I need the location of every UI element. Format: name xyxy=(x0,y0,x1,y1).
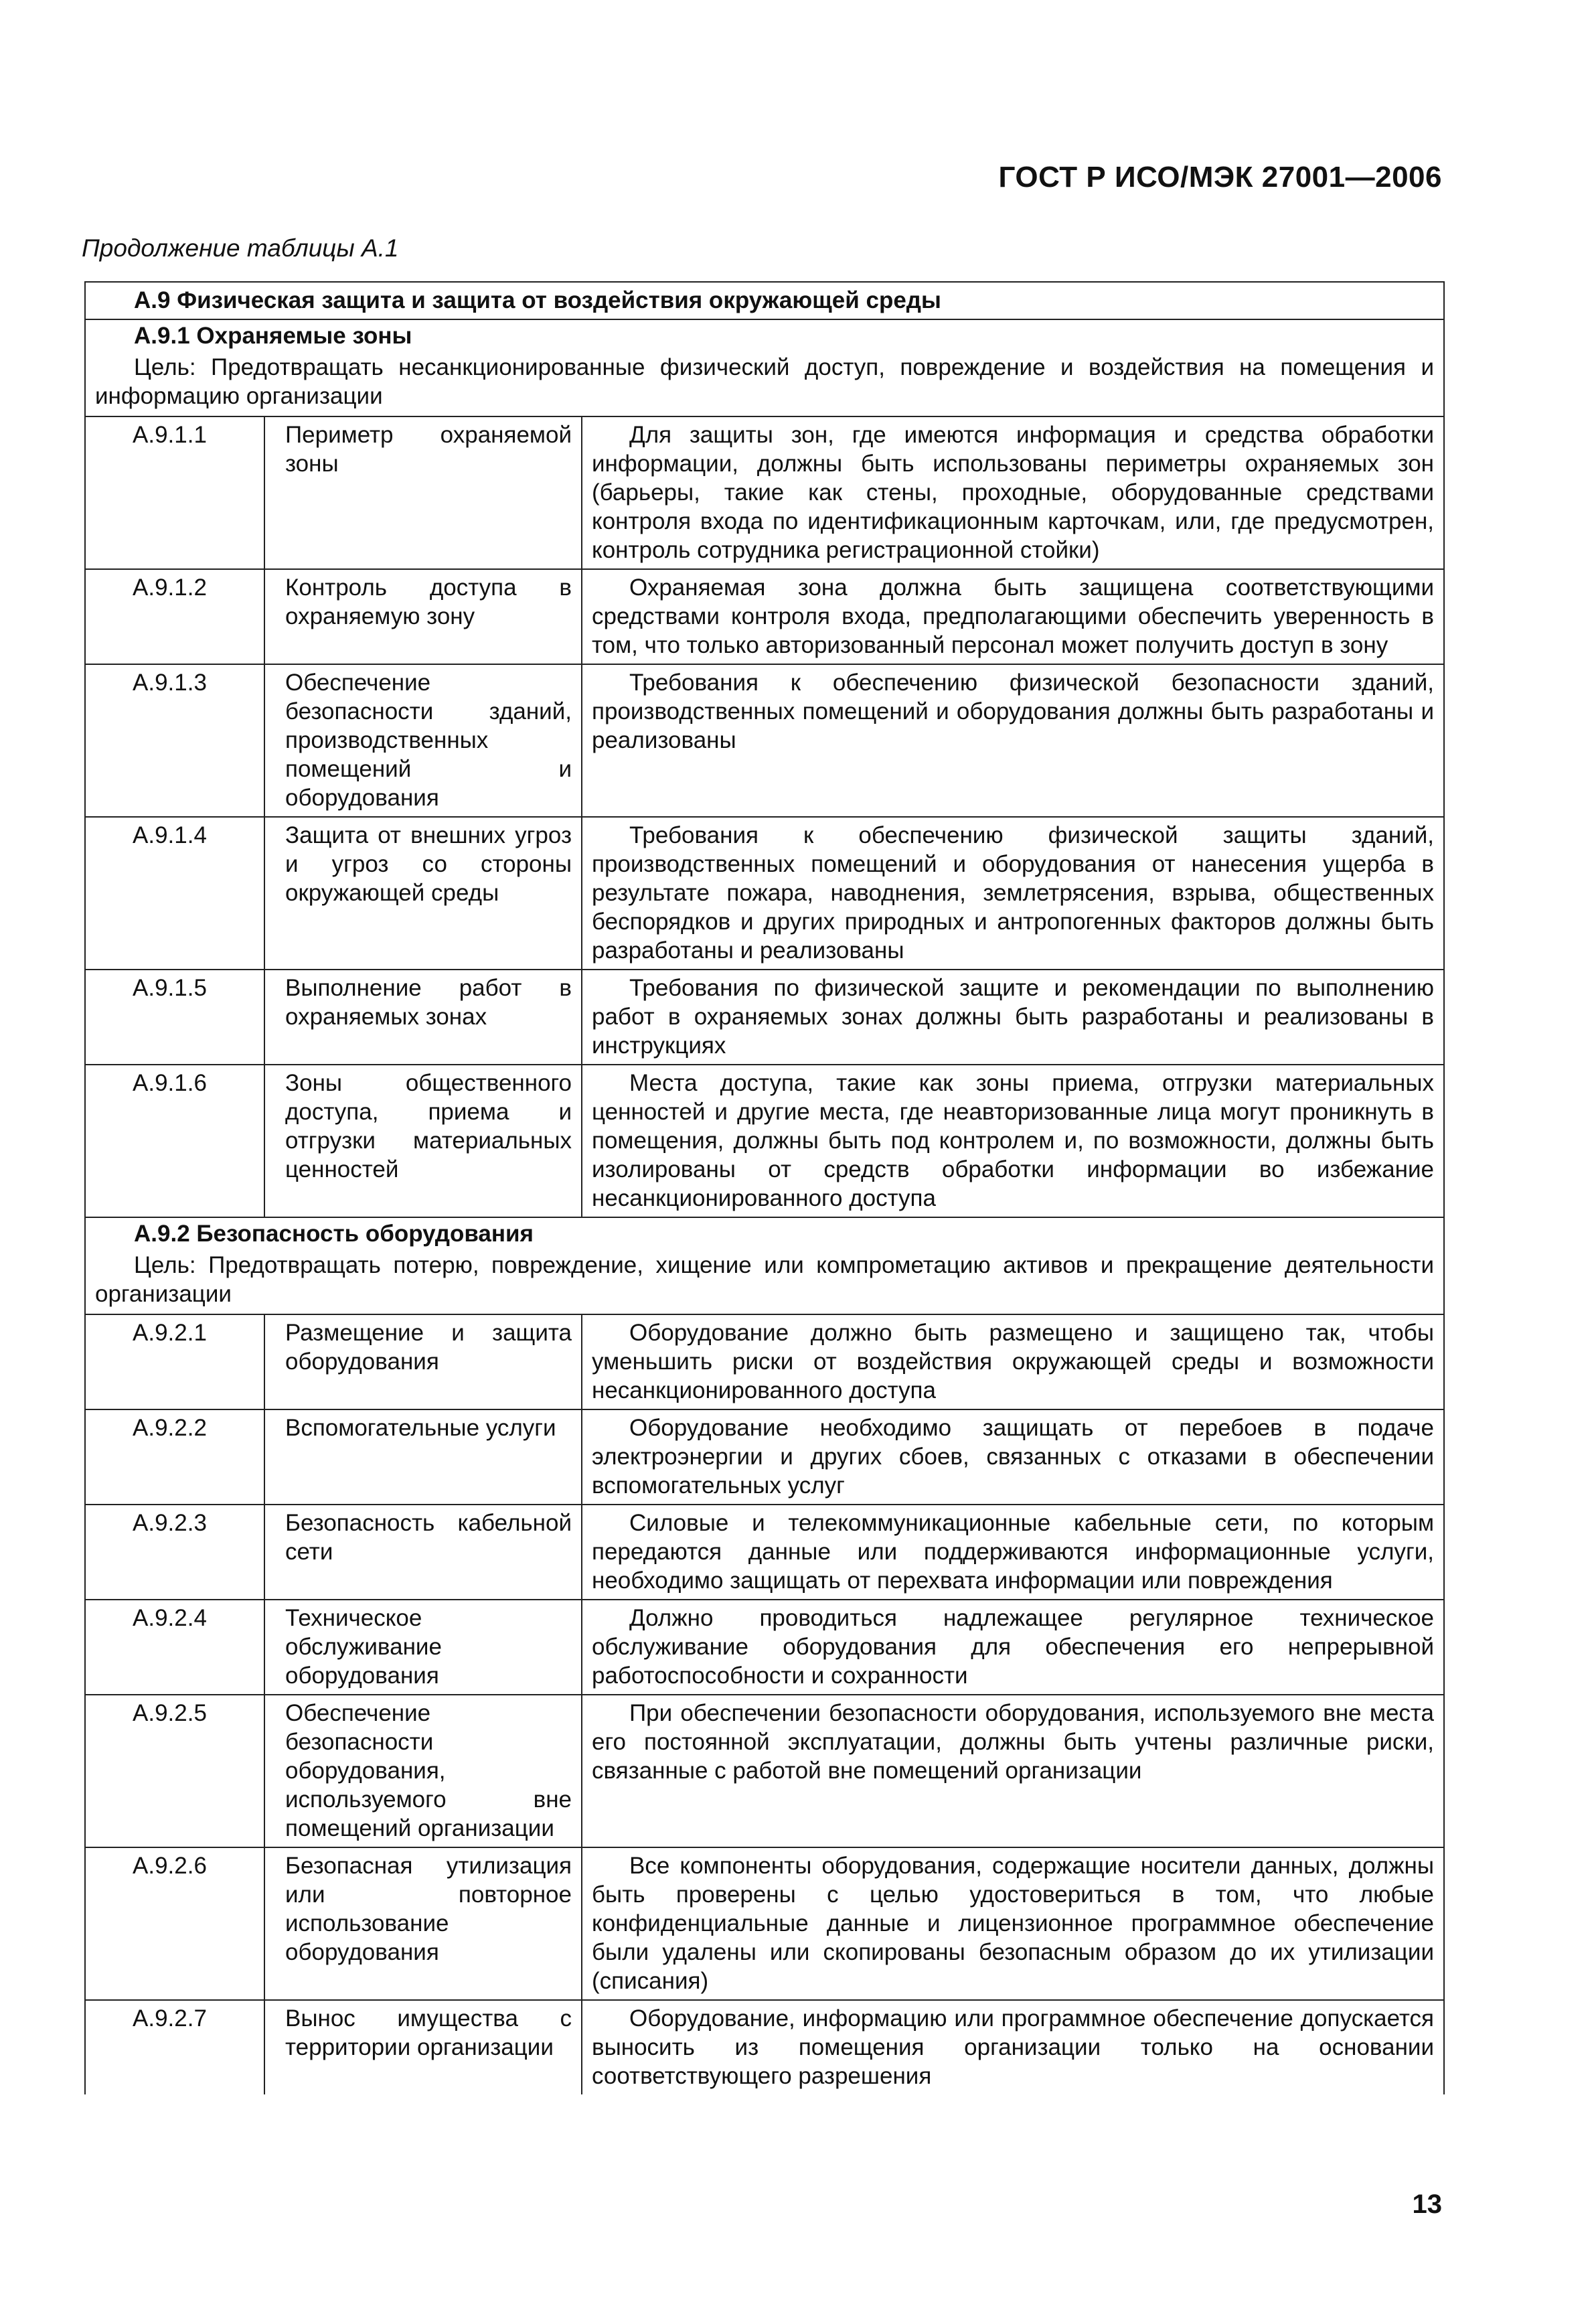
control-id: А.9.1.2 xyxy=(85,569,264,664)
control-id: А.9.1.4 xyxy=(85,817,264,970)
control-id: А.9.1.3 xyxy=(85,664,264,817)
control-id: А.9.2.3 xyxy=(85,1505,264,1600)
page-number: 13 xyxy=(1412,2190,1442,2219)
control-description: Все компоненты оборудования, содержащие носители данных, должны быть проверены с целью удостовериться в том, что любые конфиденциальные данные и лицензионное программное обеспечение были удалены или скопированы безопасным образом до их утилизации (списания) xyxy=(582,1847,1444,2000)
control-description: Требования по физической защите и рекомендации по выполнению работ в охраняемых зонах должны быть разработаны и реализованы в инструкциях xyxy=(582,970,1444,1065)
table-row xyxy=(85,664,1444,817)
control-description: Места доступа, такие как зоны приема, отгрузки материальных ценностей и другие места, где неавторизованные лица могут проникнуть в помещения, должны быть под контролем и, по возможности, должны быть изолированы от средств обработки информации во избежание несанкционированного доступа xyxy=(582,1065,1444,1217)
table-row xyxy=(85,1600,1444,1695)
control-description: Оборудование, информацию или программное обеспечение допускается выносить из помещения организации только на основании соответствующего разрешения xyxy=(582,2000,1444,2094)
control-name: Безопасная утилизация или повторное использование оборудования xyxy=(264,1847,582,2000)
control-description: При обеспечении безопасности оборудования, используемого вне места его постоянной эксплуатации, должны быть учтены различные риски, связанные с работой вне помещений организации xyxy=(582,1695,1444,1847)
control-name: Безопасность кабельной сети xyxy=(264,1505,582,1600)
control-description: Охраняемая зона должна быть защищена соответствующими средствами контроля входа, предполагающими обеспечить уверенность в том, что только авторизованный персонал может получить доступ в зону xyxy=(582,569,1444,664)
control-id: А.9.2.4 xyxy=(85,1600,264,1695)
subsection-goal: Цель: Предотвращать потерю, повреждение, хищение или компрометацию активов и прекращение деятельности организации xyxy=(95,1252,1435,1307)
section-title: А.9 Физическая защита и защита от воздействия окружающей среды xyxy=(85,282,1444,319)
control-id: А.9.2.7 xyxy=(85,2000,264,2094)
table-row xyxy=(85,1847,1444,2000)
control-name: Выполнение работ в охраняемых зонах xyxy=(264,970,582,1065)
control-description: Должно проводиться надлежащее регулярное техническое обслуживание оборудования для обеспечения его непрерывной работоспособности и сохранности xyxy=(582,1600,1444,1695)
control-name: Техническое обслуживание оборудования xyxy=(264,1600,582,1695)
control-name: Вынос имущества с территории организации xyxy=(264,2000,582,2094)
table-row xyxy=(85,1314,1444,1409)
table-row xyxy=(85,1505,1444,1600)
control-id: А.9.2.2 xyxy=(85,1409,264,1505)
table-row xyxy=(85,2000,1444,2094)
control-name: Периметр охраняемой зоны xyxy=(264,416,582,569)
control-name: Вспомогательные услуги xyxy=(264,1409,582,1505)
control-name: Защита от внешних угроз и угроз со стороны окружающей среды xyxy=(264,817,582,970)
control-description: Оборудование должно быть размещено и защищено так, чтобы уменьшить риски от воздействия окружающей среды и возможности несанкционированного доступа xyxy=(582,1314,1444,1409)
control-description: Силовые и телекоммуникационные кабельные сети, по которым передаются данные или поддерживаются информационные услуги, необходимо защищать от перехвата информации или повреждения xyxy=(582,1505,1444,1600)
control-id: А.9.2.1 xyxy=(85,1314,264,1409)
control-description: Требования к обеспечению физической безопасности зданий, производственных помещений и оборудования должны быть разработаны и реализованы xyxy=(582,664,1444,817)
table-row xyxy=(85,1065,1444,1217)
subsection-title: А.9.2 Безопасность оборудования xyxy=(85,1217,1444,1249)
table-row xyxy=(85,970,1444,1065)
control-id: А.9.1.6 xyxy=(85,1065,264,1217)
table-row xyxy=(85,1409,1444,1505)
control-name: Обеспечение безопасности зданий, производственных помещений и оборудования xyxy=(264,664,582,817)
control-description: Требования к обеспечению физической защиты зданий, производственных помещений и оборудования от нанесения ущерба в результате пожара, наводнения, землетрясения, взрыва, общественных беспорядков и других природных и антропогенных факторов должны быть разработаны и реализованы xyxy=(582,817,1444,970)
control-id: А.9.2.6 xyxy=(85,1847,264,2000)
table-row xyxy=(85,569,1444,664)
control-description: Для защиты зон, где имеются информация и средства обработки информации, должны быть использованы периметры охраняемых зон (барьеры, такие как стены, проходные, оборудованные средствами контроля входа по идентификационным карточкам, или, где предусмотрен, контроль сотрудника регистрационной стойки) xyxy=(582,416,1444,569)
controls-table xyxy=(84,281,1445,2094)
table-row xyxy=(85,1695,1444,1847)
control-name: Зоны общественного доступа, приема и отгрузки материальных ценностей xyxy=(264,1065,582,1217)
control-name: Обеспечение безопасности оборудования, используемого вне помещений организации xyxy=(264,1695,582,1847)
table-row xyxy=(85,817,1444,970)
table-row xyxy=(85,416,1444,569)
control-id: А.9.1.1 xyxy=(85,416,264,569)
control-description: Оборудование необходимо защищать от перебоев в подаче электроэнергии и других сбоев, связанных с отказами в обеспечении вспомогательных услуг xyxy=(582,1409,1444,1505)
control-id: А.9.2.5 xyxy=(85,1695,264,1847)
table-continuation-label: Продолжение таблицы А.1 xyxy=(82,234,399,262)
control-name: Контроль доступа в охраняемую зону xyxy=(264,569,582,664)
control-name: Размещение и защита оборудования xyxy=(264,1314,582,1409)
control-id: А.9.1.5 xyxy=(85,970,264,1065)
subsection-title: А.9.1 Охраняемые зоны xyxy=(85,319,1444,352)
document-standard-title: ГОСТ Р ИСО/МЭК 27001—2006 xyxy=(998,161,1442,194)
subsection-goal: Цель: Предотвращать несанкционированные физический доступ, повреждение и воздействия на помещения и информацию организации xyxy=(95,354,1435,409)
